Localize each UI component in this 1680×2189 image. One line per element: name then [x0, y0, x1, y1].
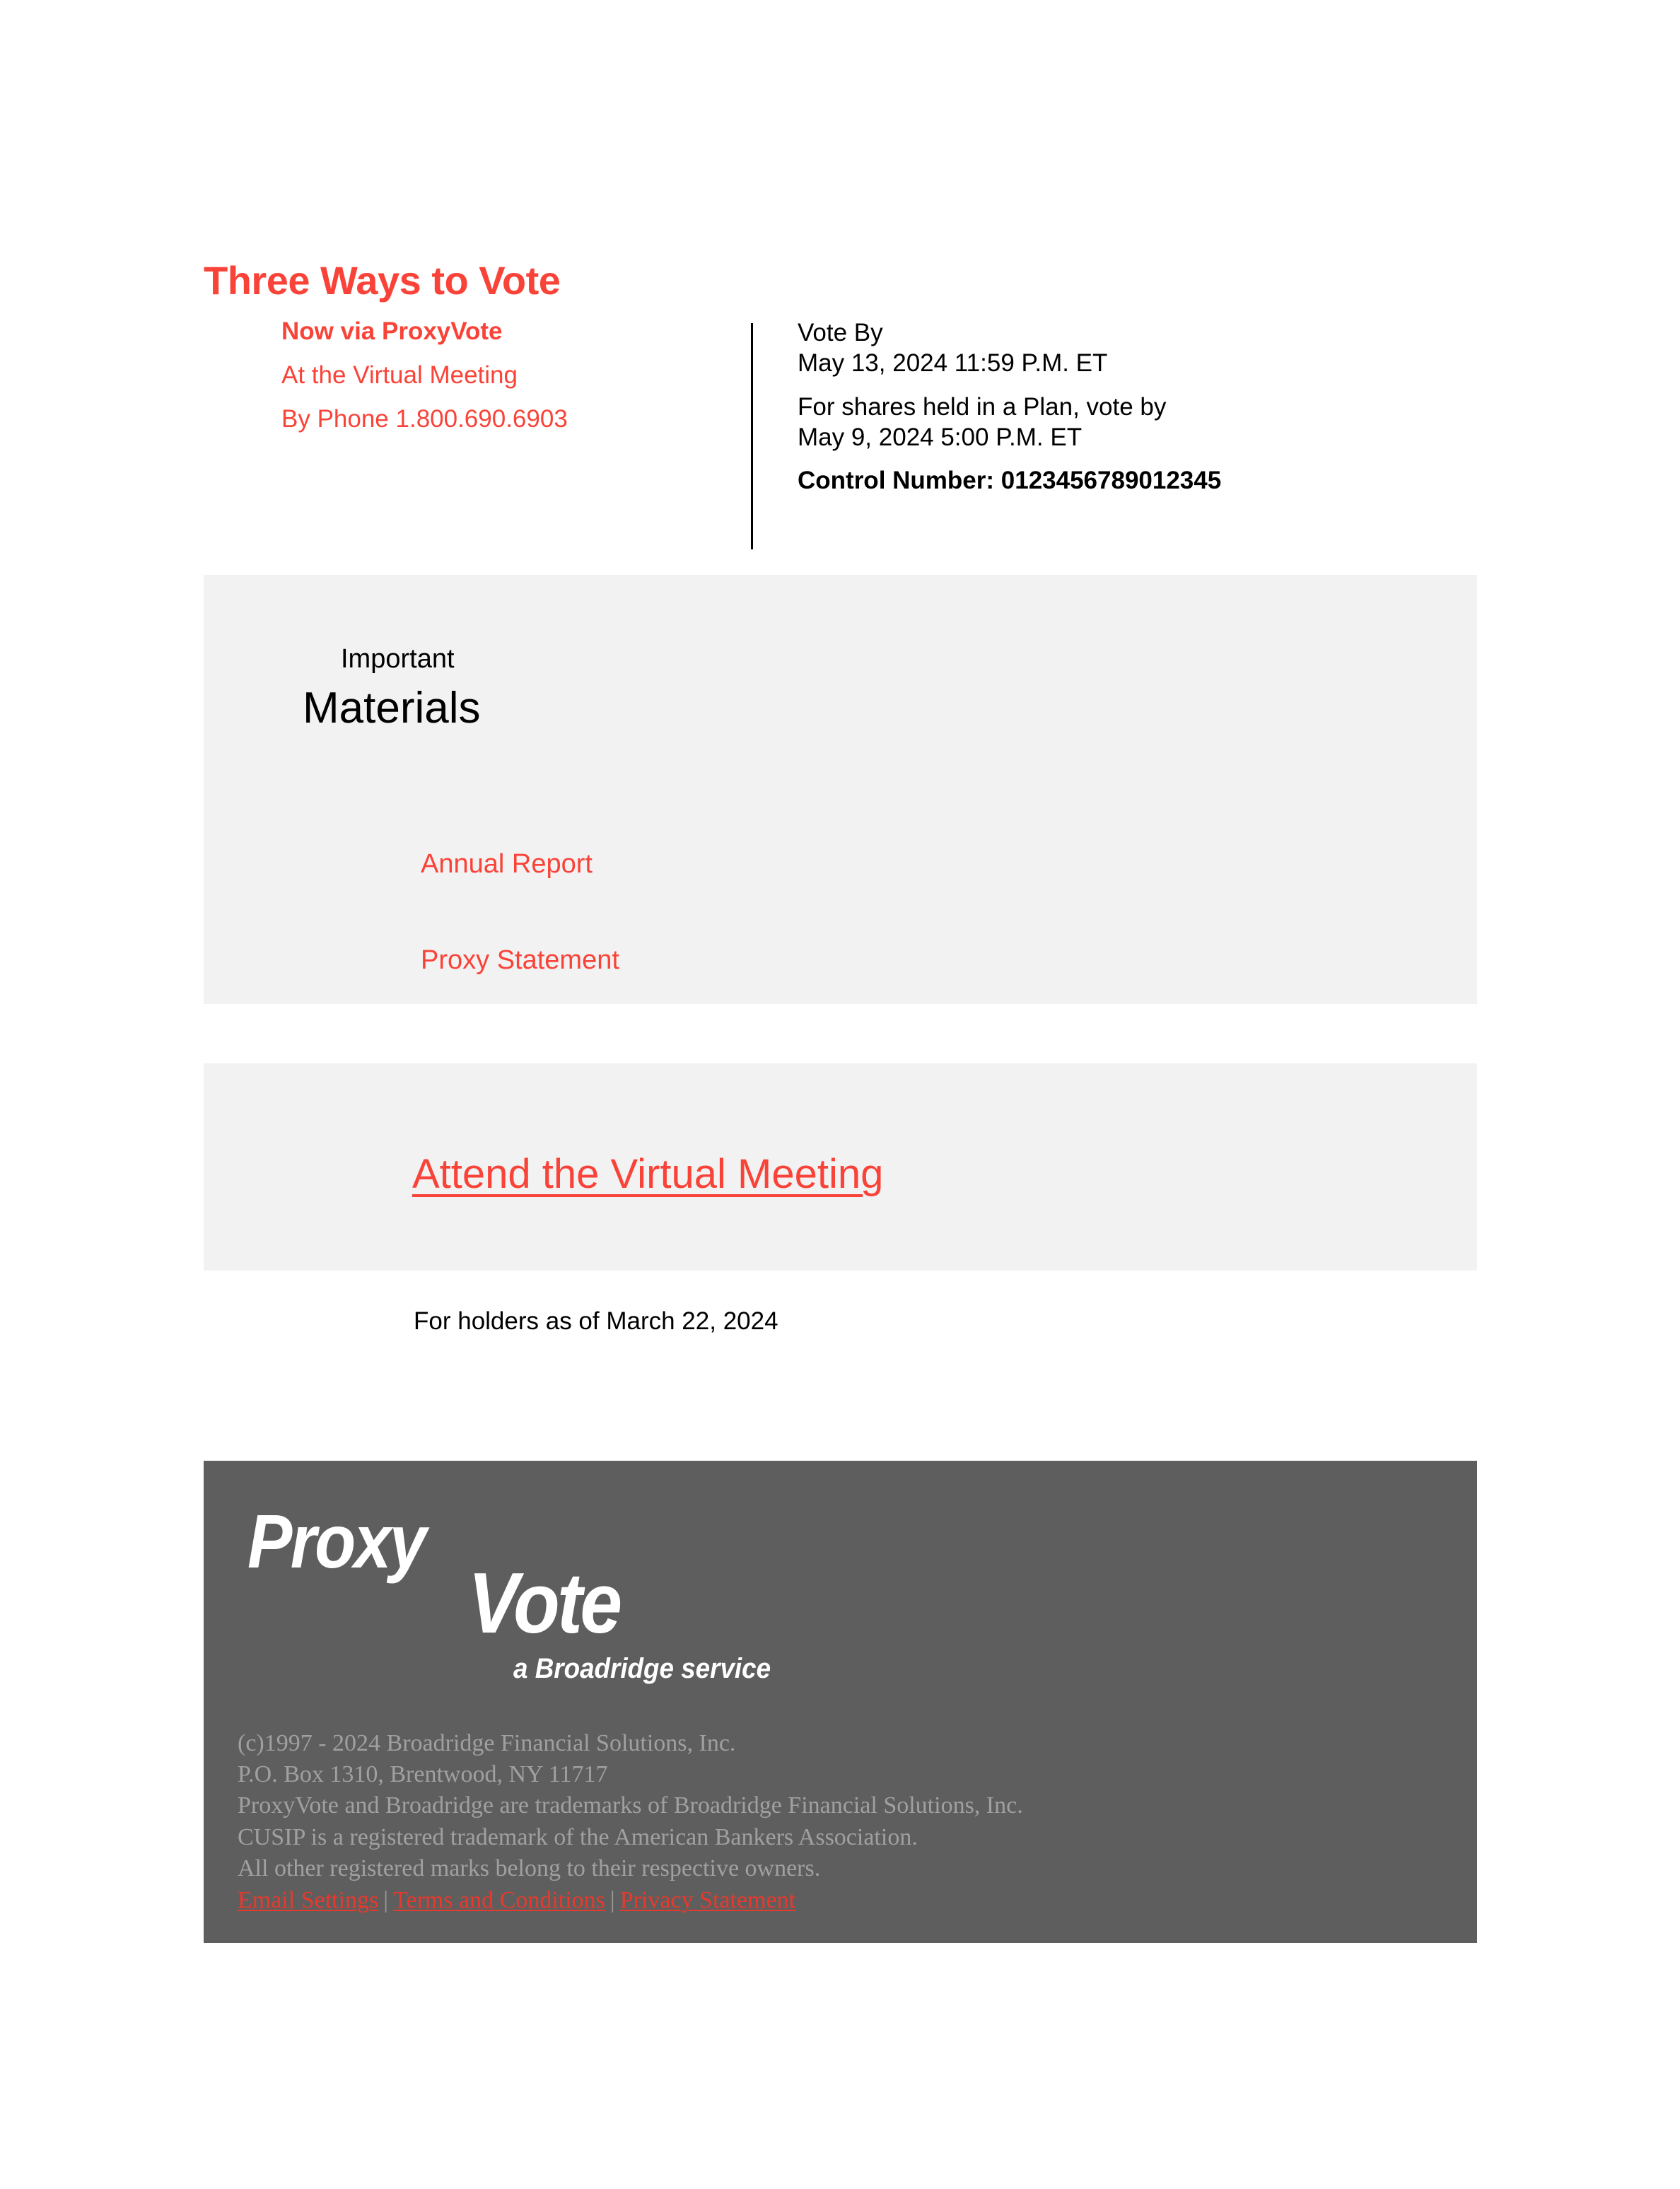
annual-report-link[interactable]: Annual Report: [421, 849, 593, 879]
legal-line-other-marks: All other registered marks belong to their respective owners.: [238, 1855, 821, 1881]
proxy-statement-link[interactable]: Proxy Statement: [421, 945, 619, 975]
footer: [204, 1461, 1477, 1943]
voting-method-label-phone: By Phone 1.800.690.6903: [281, 404, 568, 433]
page-title: Three Ways to Vote: [204, 258, 561, 303]
privacy-statement-link[interactable]: Privacy Statement: [619, 1886, 796, 1913]
materials-eyebrow: Important: [341, 644, 455, 674]
plan-deadline-block: [798, 392, 1469, 453]
deadline-column: [798, 317, 1469, 496]
legal-line-cusip: CUSIP is a registered trademark of the American Bankers Association.: [238, 1823, 918, 1850]
legal-line-trademarks: ProxyVote and Broadridge are trademarks of Broadridge Financial Solutions, Inc.: [238, 1792, 1023, 1819]
logo-word-vote: Vote: [468, 1555, 620, 1651]
vote-by-block: [798, 317, 1469, 379]
vote-by-heading: Vote By: [798, 318, 883, 346]
logo-tagline: a Broadridge service: [513, 1653, 771, 1684]
control-number: Control Number: 0123456789012345: [798, 467, 1222, 495]
footer-link-separator-2: |: [609, 1886, 615, 1913]
voting-method-label-proxyvote: Now via ProxyVote: [281, 317, 503, 345]
materials-heading: Materials: [303, 684, 481, 732]
email-settings-link[interactable]: Email Settings: [238, 1886, 379, 1913]
plan-deadline-heading: For shares held in a Plan, vote by: [798, 392, 1167, 421]
three-ways-to-vote-section: [204, 258, 1476, 495]
footer-links: [238, 1885, 1440, 1916]
logo-word-proxy: Proxy: [247, 1498, 425, 1584]
attend-virtual-meeting-link[interactable]: Attend the Virtual Meeting: [412, 1151, 884, 1197]
record-date-note: For holders as of March 22, 2024: [414, 1307, 778, 1335]
voting-method-label-virtual-meeting: At the Virtual Meeting: [281, 361, 518, 389]
terms-and-conditions-link[interactable]: Terms and Conditions: [393, 1886, 605, 1913]
legal-line-copyright: (c)1997 - 2024 Broadridge Financial Solutions, Inc.: [238, 1730, 736, 1756]
proxyvote-logo: [247, 1483, 834, 1688]
plan-deadline-value: May 9, 2024 5:00 P.M. ET: [798, 423, 1083, 451]
important-materials-panel: [204, 575, 1477, 1004]
vote-by-deadline: May 13, 2024 11:59 P.M. ET: [798, 349, 1108, 378]
legal-line-address: P.O. Box 1310, Brentwood, NY 11717: [238, 1761, 608, 1788]
legal-text-block: [238, 1728, 1440, 1916]
virtual-meeting-panel: [204, 1063, 1477, 1271]
vertical-divider: [751, 323, 753, 549]
footer-link-separator-1: |: [383, 1886, 389, 1913]
